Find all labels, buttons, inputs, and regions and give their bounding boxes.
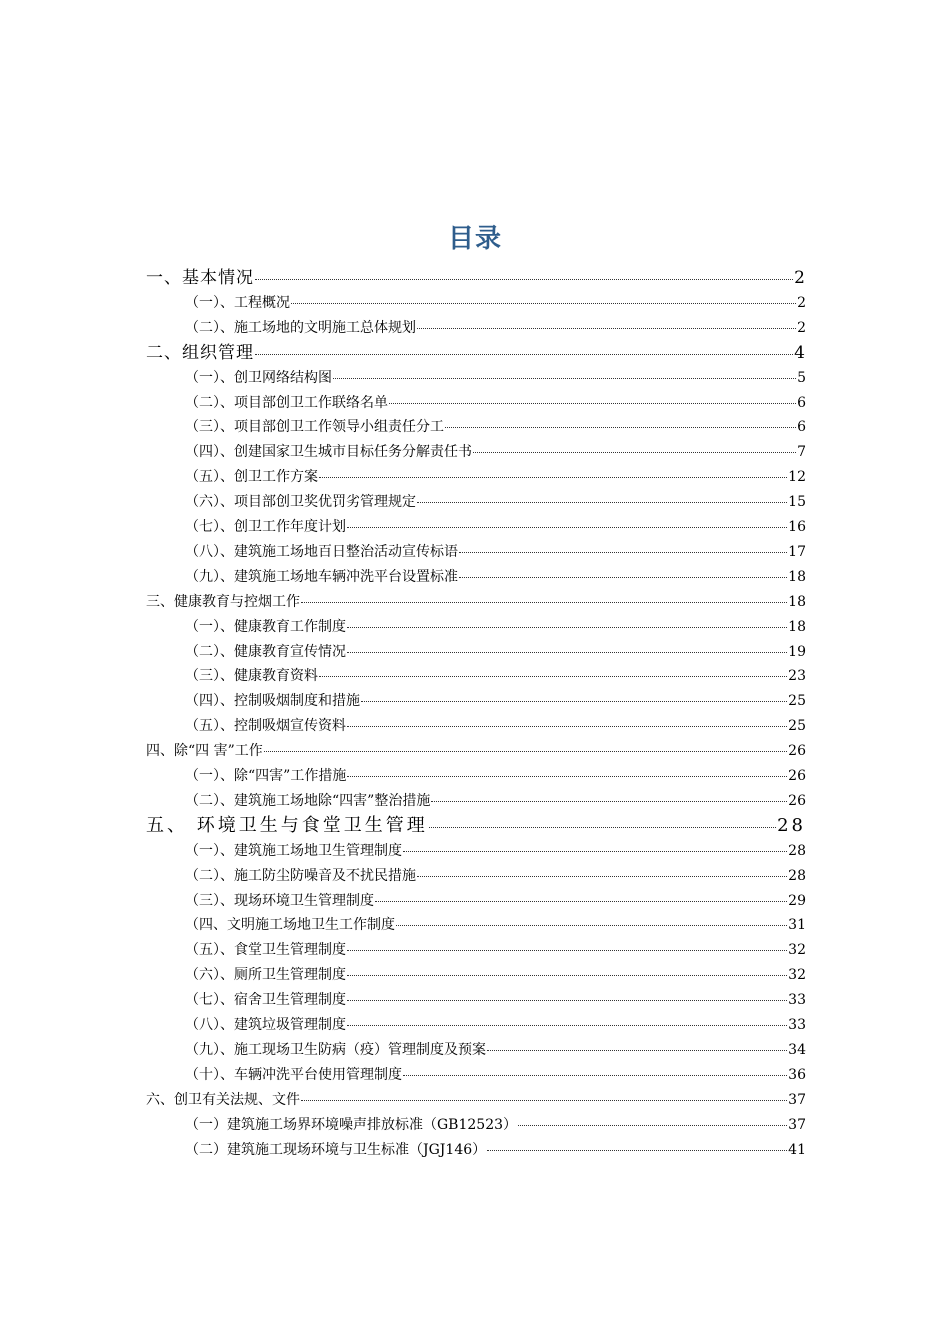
toc-entry-label: （一）、除“四害”工作措施 (185, 768, 347, 784)
dot-leader (459, 538, 787, 553)
toc-section-entry[interactable] (146, 341, 806, 365)
toc-subsection-entry[interactable] (185, 291, 806, 315)
toc-page-number: 37 (788, 1116, 806, 1133)
dot-leader (347, 712, 787, 727)
dot-leader (473, 438, 796, 453)
dot-leader (417, 862, 787, 877)
toc-page-number: 18 (788, 618, 806, 635)
toc-page-number: 33 (788, 1017, 806, 1033)
toc-section-entry[interactable] (146, 1088, 806, 1112)
toc-entry-label: （十）、车辆冲洗平台使用管理制度 (185, 1066, 402, 1083)
toc-entry-label: 六、创卫有关法规、文件 (146, 1091, 300, 1108)
toc-subsection-entry[interactable] (185, 988, 806, 1012)
toc-subsection-entry[interactable] (185, 615, 806, 639)
dot-leader (255, 340, 793, 355)
toc-subsection-entry[interactable] (185, 864, 806, 888)
toc-page-number: 36 (788, 1066, 806, 1083)
toc-page-number: 18 (788, 593, 806, 610)
toc-entry-label: （二）建筑施工现场环境与卫生标准（JGJ146） (185, 1141, 487, 1158)
toc-subsection-entry[interactable] (185, 1113, 806, 1137)
dot-leader (431, 787, 787, 802)
toc-entry-label: （三）、现场环境卫生管理制度 (185, 892, 374, 909)
toc-entry-label: （二）、施工场地的文明施工总体规划 (185, 319, 416, 336)
dot-leader (347, 762, 787, 777)
toc-subsection-entry[interactable] (185, 640, 806, 664)
dot-leader (361, 687, 787, 702)
toc-page-number: 28 (788, 867, 806, 884)
toc-entry-label: （一）建筑施工场界环境噪声排放标准（GB12523） (185, 1116, 518, 1133)
toc-subsection-entry[interactable] (185, 465, 806, 489)
toc-entry-label: （九）、施工现场卫生防病（疫）管理制度及预案 (185, 1041, 486, 1058)
toc-entry-label: 四、除“四 害”工作 (146, 743, 263, 760)
toc-page-number: 6 (797, 419, 806, 436)
dot-leader (487, 1136, 787, 1151)
toc-subsection-entry[interactable] (185, 664, 806, 688)
dot-leader (417, 488, 787, 503)
toc-subsection-entry[interactable] (185, 1138, 806, 1162)
toc-page-number: 18 (788, 568, 806, 585)
toc-page-number: 26 (788, 792, 806, 809)
toc-page-number: 32 (788, 967, 806, 984)
dot-leader (403, 837, 787, 852)
dot-leader (389, 389, 796, 404)
toc-subsection-entry[interactable] (185, 565, 806, 589)
toc-subsection-entry[interactable] (185, 1038, 806, 1062)
toc-page-number: 31 (788, 917, 806, 934)
dot-leader (429, 813, 776, 828)
dot-leader (459, 563, 787, 578)
dot-leader (417, 314, 796, 329)
toc-page-number: 32 (788, 942, 806, 959)
toc-subsection-entry[interactable] (185, 789, 806, 813)
toc-subsection-entry[interactable] (185, 938, 806, 962)
toc-subsection-entry[interactable] (185, 1063, 806, 1087)
toc-subsection-entry[interactable] (185, 540, 806, 564)
dot-leader (445, 413, 796, 428)
toc-page-number: 4 (794, 342, 806, 363)
dot-leader (403, 1061, 787, 1076)
toc-page-number: 2 (797, 319, 806, 336)
toc-subsection-entry[interactable] (185, 714, 806, 738)
toc-page-number: 5 (797, 369, 806, 386)
toc-entry-label: （八）、建筑垃圾管理制度 (185, 1017, 346, 1033)
toc-entry-label: （一）、工程概况 (185, 294, 290, 311)
toc-page-number: 25 (788, 693, 806, 710)
dot-leader (347, 513, 787, 528)
toc-page-number: 26 (788, 743, 806, 760)
toc-subsection-entry[interactable] (185, 764, 806, 788)
toc-entry-label: （六）、项目部创卫奖优罚劣管理规定 (185, 494, 416, 511)
toc-entry-label: （五）、控制吸烟宣传资料 (185, 718, 346, 735)
toc-subsection-entry[interactable] (185, 839, 806, 863)
toc-entry-label: （一）、创卫网络结构图 (185, 369, 332, 386)
toc-section-entry[interactable] (146, 814, 806, 838)
toc-page-number: 23 (788, 668, 806, 685)
toc-page-number: 25 (788, 718, 806, 735)
dot-leader (347, 638, 787, 653)
toc-page-number: 41 (788, 1141, 806, 1158)
toc-entry-label: （一）、健康教育工作制度 (185, 618, 346, 635)
toc-subsection-entry[interactable] (185, 689, 806, 713)
toc-entry-label: 五、 环境卫生与食堂卫生管理 (146, 814, 428, 836)
toc-subsection-entry[interactable] (185, 963, 806, 987)
dot-leader (347, 613, 787, 628)
dot-leader (291, 289, 796, 304)
dot-leader (347, 1011, 787, 1026)
toc-subsection-entry[interactable] (185, 913, 806, 937)
toc-page-number: 17 (788, 543, 806, 560)
toc-page-number: 2 (797, 294, 806, 311)
dot-leader (319, 463, 787, 478)
toc-entry-label: 一、基本情况 (146, 268, 254, 288)
dot-leader (347, 961, 787, 976)
toc-page-number: 19 (788, 643, 806, 660)
toc-section-entry[interactable] (146, 266, 806, 290)
toc-entry-label: （七）、宿舍卫生管理制度 (185, 992, 346, 1009)
toc-page-number: 29 (788, 892, 806, 909)
toc-entry-label: （三）、项目部创卫工作领导小组责任分工 (185, 419, 444, 436)
dot-leader (347, 936, 787, 951)
dot-leader (396, 911, 787, 926)
toc-page-number: 2 (794, 268, 806, 288)
toc-entry-label: （三）、健康教育资料 (185, 668, 318, 685)
toc-entry-label: （二）、健康教育宣传情况 (185, 643, 346, 660)
toc-page-number: 33 (788, 992, 806, 1009)
dot-leader (518, 1111, 787, 1126)
toc-page-number: 7 (797, 444, 806, 461)
dot-leader (264, 737, 787, 752)
toc-entry-label: （二）、施工防尘防噪音及不扰民措施 (185, 867, 416, 884)
toc-page-number: 34 (788, 1041, 806, 1058)
toc-page-number: 37 (788, 1091, 806, 1108)
toc-entry-label: （二）、建筑施工场地除“四害”整治措施 (185, 792, 431, 809)
dot-leader (255, 265, 793, 280)
toc-section-entry[interactable] (146, 590, 806, 614)
dot-leader (487, 1036, 787, 1051)
toc-subsection-entry[interactable] (185, 1013, 806, 1037)
toc-page-number: 16 (788, 519, 806, 535)
toc-page-number: 15 (788, 494, 806, 511)
toc-section-entry[interactable] (146, 739, 806, 763)
toc-entry-label: （四）、创建国家卫生城市目标任务分解责任书 (185, 444, 472, 461)
toc-subsection-entry[interactable] (185, 515, 806, 539)
dot-leader (301, 1086, 787, 1101)
toc-entry-label: （六）、厕所卫生管理制度 (185, 967, 346, 984)
toc-subsection-entry[interactable] (185, 440, 806, 464)
toc-subsection-entry[interactable] (185, 490, 806, 514)
toc-page-number: 6 (797, 394, 806, 411)
toc-subsection-entry[interactable] (185, 415, 806, 439)
dot-leader (375, 887, 787, 902)
dot-leader (301, 588, 787, 603)
toc-page-number: 28 (788, 842, 806, 859)
toc-entry-label: （八）、建筑施工场地百日整治活动宣传标语 (185, 543, 458, 560)
toc-entry-label: （七）、创卫工作年度计划 (185, 519, 346, 535)
toc-subsection-entry[interactable] (185, 889, 806, 913)
toc-entry-label: （五）、食堂卫生管理制度 (185, 942, 346, 959)
toc-page-number: 12 (788, 469, 806, 486)
toc-entry-label: （二）、项目部创卫工作联络名单 (185, 394, 388, 411)
toc-entry-label: （五）、创卫工作方案 (185, 469, 318, 486)
toc-page-number: 26 (788, 768, 806, 784)
dot-leader (333, 364, 796, 379)
toc-title: 目录 (447, 224, 502, 254)
dot-leader (319, 662, 787, 677)
toc-entry-label: （九）、建筑施工场地车辆冲洗平台设置标准 (185, 568, 458, 585)
toc-entry-label: 二、组织管理 (146, 342, 254, 363)
toc-entry-label: （一）、建筑施工场地卫生管理制度 (185, 842, 402, 859)
toc-subsection-entry[interactable] (185, 391, 806, 415)
toc-subsection-entry[interactable] (185, 316, 806, 340)
toc-page-number: 28 (777, 814, 806, 836)
toc-entry-label: （四、文明施工场地卫生工作制度 (185, 917, 395, 934)
dot-leader (347, 986, 787, 1001)
toc-subsection-entry[interactable] (185, 366, 806, 390)
toc-entry-label: 三、健康教育与控烟工作 (146, 593, 300, 610)
toc-entry-label: （四）、控制吸烟制度和措施 (185, 693, 360, 710)
